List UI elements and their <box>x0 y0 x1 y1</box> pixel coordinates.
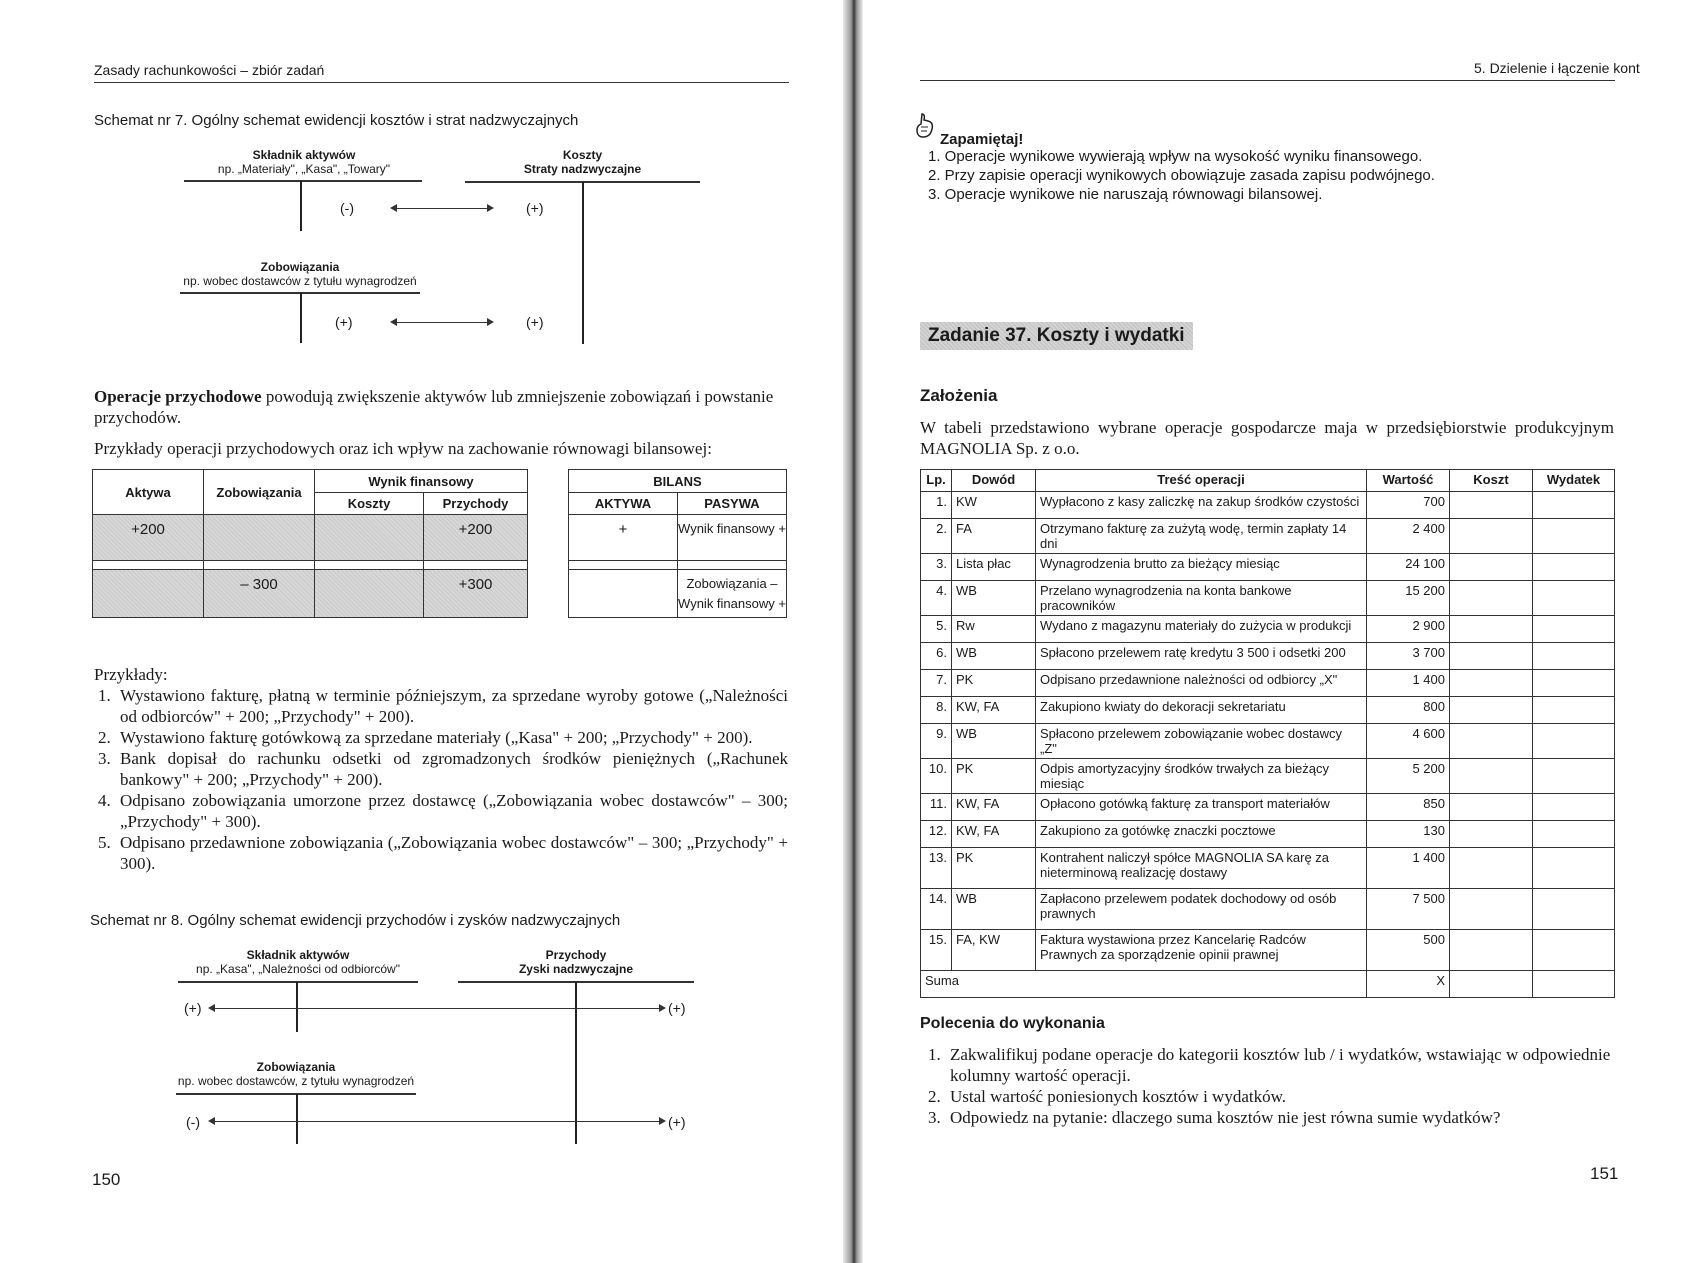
bilans-table <box>568 469 787 618</box>
schema7-plus-2: (+) <box>335 314 353 330</box>
command-text: Ustal wartość poniesionych kosztów i wydatków. <box>950 1087 1287 1106</box>
t1-spacer-3 <box>315 561 424 570</box>
remember-item: 3. Operacje wynikowe nie naruszają równowagi bilansowej. <box>928 186 1323 203</box>
command-num: 2. <box>928 1087 941 1106</box>
example-text: Odpisano zobowiązania umorzone przez dostawcę („Zobowiązania wobec dostawców" – 300; „Przychody" + 300). <box>120 791 788 831</box>
cell-lp: 5. <box>921 616 952 643</box>
cell-koszt[interactable] <box>1450 794 1533 821</box>
example-text: Bank dopisał do rachunku odsetki od zgromadzonych środków pieniężnych („Rachunek bankowy" + 200; „Przychody" + 200). <box>120 749 788 789</box>
cell-tresc: Opłacono gotówką fakturę za transport materiałów <box>1036 794 1367 821</box>
cell-wydatek[interactable] <box>1533 821 1615 848</box>
command-text: Zakwalifikuj podane operacje do kategorii kosztów lub / i wydatków, wstawiając w odpowiednie kolumny wartość operacji. <box>950 1045 1611 1085</box>
results-table <box>92 469 528 618</box>
cell-koszt[interactable] <box>1450 554 1533 581</box>
cell-tresc: Wynagrodzenia brutto za bieżący miesiąc <box>1036 554 1367 581</box>
bilans-aktywa: AKTYWA <box>569 493 678 515</box>
cell-dowod: WB <box>952 724 1036 759</box>
schema8-title: Schemat nr 8. Ogólny schemat ewidencji przychodów i zysków nadzwyczajnych <box>90 912 621 929</box>
cell-wartosc: 500 <box>1367 930 1450 971</box>
right-page-number: 151 <box>1590 1164 1619 1183</box>
cell-tresc: Faktura wystawiona przez Kancelarię Radców Prawnych za sporządzenie opinii prawnej <box>1036 930 1367 971</box>
example-num: 3. <box>98 749 111 768</box>
cell-wartosc: 2 400 <box>1367 519 1450 554</box>
examples-list <box>98 685 788 874</box>
th-wynik: Wynik finansowy <box>315 470 528 493</box>
cell-lp: 2. <box>921 519 952 554</box>
table-row <box>921 616 1615 643</box>
schema7-acc2-sub: Straty nadzwyczajne <box>523 162 642 176</box>
schema7-acc1-stem <box>300 181 302 231</box>
table-row <box>921 643 1615 670</box>
cell-wydatek[interactable] <box>1533 519 1615 554</box>
table-row <box>921 848 1615 889</box>
th-przychody: Przychody <box>424 493 528 515</box>
cell-dowod: PK <box>952 848 1036 889</box>
cell-wydatek[interactable] <box>1533 889 1615 930</box>
schema8-acc1-sub: np. „Kasa", „Należności od odbiorców" <box>196 962 400 976</box>
table-row <box>921 697 1615 724</box>
cell-wartosc: 800 <box>1367 697 1450 724</box>
left-page-number: 150 <box>92 1170 121 1189</box>
cell-tresc: Wypłacono z kasy zaliczkę na zakup środków czystości <box>1036 492 1367 519</box>
cell-lp: 1. <box>921 492 952 519</box>
cell-koszt[interactable] <box>1450 616 1533 643</box>
t1-spacer-4 <box>424 561 528 570</box>
table-row <box>921 930 1615 971</box>
cell-wydatek[interactable] <box>1533 724 1615 759</box>
table-row <box>921 724 1615 759</box>
bilans-r2-right-1: Zobowiązania – <box>686 575 778 591</box>
schema7-arrow-1 <box>396 208 488 209</box>
th-aktywa: Aktywa <box>93 470 204 515</box>
t1-r1-koszty <box>315 515 424 561</box>
cell-koszt[interactable] <box>1450 581 1533 616</box>
bilans-r2-left <box>569 570 678 618</box>
cell-koszt[interactable] <box>1450 724 1533 759</box>
cell-lp: 6. <box>921 643 952 670</box>
assumptions-text: W tabeli przedstawiono wybrane operacje gospodarcze maja w przedsiębiorstwie produkcyjnym MAGNOLIA Sp. z o.o. <box>920 418 1614 458</box>
schema7-acc2-stem <box>582 182 584 344</box>
th-tresc: Treść operacji <box>1036 470 1367 492</box>
bilans-spacer-2 <box>678 561 787 570</box>
cell-wartosc: 700 <box>1367 492 1450 519</box>
schema7-acc2-title: Koszty <box>562 148 603 162</box>
operations-table <box>920 469 1615 998</box>
cell-dowod: KW, FA <box>952 821 1036 848</box>
cell-lp: 8. <box>921 697 952 724</box>
remember-list <box>928 147 1435 204</box>
table-row <box>921 554 1615 581</box>
schema7-acc3-sub: np. wobec dostawców z tytułu wynagrodzeń <box>183 274 417 288</box>
cell-tresc: Odpis amortyzacyjny środków trwałych za bieżący miesiąc <box>1036 759 1367 794</box>
cell-wydatek[interactable] <box>1533 492 1615 519</box>
schema8-acc1-top <box>178 981 418 983</box>
cell-wartosc: 24 100 <box>1367 554 1450 581</box>
table-row <box>921 670 1615 697</box>
th-lp: Lp. <box>921 470 952 492</box>
example-num: 4. <box>98 791 111 810</box>
cell-dowod: PK <box>952 670 1036 697</box>
table-row <box>921 581 1615 616</box>
table-row <box>921 821 1615 848</box>
schema7-minus-1: (-) <box>340 200 354 216</box>
t1-r1-aktywa: +200 <box>93 515 204 561</box>
table-row <box>921 759 1615 794</box>
cell-wydatek[interactable] <box>1533 697 1615 724</box>
example-item <box>98 790 788 832</box>
remember-item: 2. Przy zapisie operacji wynikowych obowiązuje zasada zapisu podwójnego. <box>928 167 1435 184</box>
cell-tresc: Spłacono przelewem zobowiązanie wobec dostawcy „Z" <box>1036 724 1367 759</box>
cell-dowod: WB <box>952 581 1036 616</box>
cell-koszt[interactable] <box>1450 697 1533 724</box>
t1-r2-zobow: – 300 <box>204 570 315 618</box>
schema8-acc3-sub: np. wobec dostawców, z tytułu wynagrodzeń <box>177 1074 415 1088</box>
task-title: Zadanie 37. Koszty i wydatki <box>920 322 1193 350</box>
right-header-rule <box>920 80 1615 81</box>
th-dowod: Dowód <box>952 470 1036 492</box>
schema7-acc3-stem <box>300 293 302 343</box>
cell-dowod: WB <box>952 643 1036 670</box>
schema8-arrow-1 <box>214 1008 660 1009</box>
t1-r1-zobow <box>204 515 315 561</box>
commands-title: Polecenia do wykonania <box>920 1015 1105 1032</box>
cell-lp: 11. <box>921 794 952 821</box>
th-wydatek: Wydatek <box>1533 470 1615 492</box>
cell-koszt[interactable] <box>1450 930 1533 971</box>
sum-koszt[interactable] <box>1450 971 1533 998</box>
cell-dowod: WB <box>952 889 1036 930</box>
cell-lp: 15. <box>921 930 952 971</box>
remember-title: Zapamiętaj! <box>940 131 1024 148</box>
schema7-plus-3: (+) <box>526 314 544 330</box>
cell-dowod: KW <box>952 492 1036 519</box>
sum-wydatek[interactable] <box>1533 971 1615 998</box>
commands-list <box>928 1044 1616 1128</box>
example-item <box>98 685 788 727</box>
cell-dowod: PK <box>952 759 1036 794</box>
cell-dowod: Rw <box>952 616 1036 643</box>
schema7-acc1-sub: np. „Materiały", „Kasa", „Towary" <box>217 162 391 176</box>
command-num: 1. <box>928 1045 941 1064</box>
cell-dowod: KW, FA <box>952 794 1036 821</box>
cell-lp: 7. <box>921 670 952 697</box>
cell-wartosc: 7 500 <box>1367 889 1450 930</box>
cell-lp: 9. <box>921 724 952 759</box>
cell-wydatek[interactable] <box>1533 643 1615 670</box>
command-item <box>928 1086 1616 1107</box>
command-item <box>928 1107 1616 1128</box>
cell-wydatek[interactable] <box>1533 616 1615 643</box>
cell-wartosc: 130 <box>1367 821 1450 848</box>
t1-r2-aktywa <box>93 570 204 618</box>
cell-wartosc: 2 900 <box>1367 616 1450 643</box>
schema8-acc2-stem <box>575 982 577 1144</box>
cell-wartosc: 1 400 <box>1367 848 1450 889</box>
t1-spacer-1 <box>93 561 204 570</box>
example-text: Wystawiono fakturę gotówkową za sprzedane materiały („Kasa" + 200; „Przychody" + 200). <box>120 728 753 747</box>
schema7-acc1-title: Składnik aktywów <box>252 148 356 162</box>
th-koszty: Koszty <box>315 493 424 515</box>
command-item <box>928 1044 1616 1086</box>
cell-tresc: Kontrahent naliczył spółce MAGNOLIA SA karę za nieterminową realizację dostawy <box>1036 848 1367 889</box>
cell-wartosc: 15 200 <box>1367 581 1450 616</box>
table-row <box>921 794 1615 821</box>
cell-lp: 13. <box>921 848 952 889</box>
th-zobowiazania: Zobowiązania <box>204 470 315 515</box>
cell-tresc: Otrzymano fakturę za zużytą wodę, termin zapłaty 14 dni <box>1036 519 1367 554</box>
schema8-acc3-title: Zobowiązania <box>256 1060 336 1074</box>
cell-tresc: Zapłacono przelewem podatek dochodowy od osób prawnych <box>1036 889 1367 930</box>
example-text: Wystawiono fakturę, płatną w terminie późniejszym, za sprzedane wyroby gotowe („Należności od odbiorców" + 200; „Przychody" + 200). <box>120 686 788 726</box>
para-operations-bold: Operacje przychodowe <box>94 387 262 406</box>
example-item <box>98 832 788 874</box>
schema8-acc2-sub: Zyski nadzwyczajne <box>518 962 634 976</box>
t1-r1-przychody: +200 <box>424 515 528 561</box>
th-koszt: Koszt <box>1450 470 1533 492</box>
schema8-acc3-stem <box>296 1094 298 1144</box>
cell-wydatek[interactable] <box>1533 930 1615 971</box>
cell-wydatek[interactable] <box>1533 670 1615 697</box>
cell-wartosc: 4 600 <box>1367 724 1450 759</box>
pointing-hand-icon <box>914 112 936 140</box>
bilans-r1-left: + <box>569 515 678 561</box>
cell-wartosc: 3 700 <box>1367 643 1450 670</box>
examples-title: Przykłady: <box>94 665 168 684</box>
cell-wartosc: 850 <box>1367 794 1450 821</box>
schema8-plus-right-1: (+) <box>668 1000 686 1016</box>
bilans-title: BILANS <box>569 470 787 493</box>
cell-dowod: KW, FA <box>952 697 1036 724</box>
cell-koszt[interactable] <box>1450 759 1533 794</box>
cell-koszt[interactable] <box>1450 889 1533 930</box>
example-num: 5. <box>98 833 111 852</box>
table-row <box>921 492 1615 519</box>
cell-wydatek[interactable] <box>1533 581 1615 616</box>
cell-wydatek[interactable] <box>1533 759 1615 794</box>
schema8-acc1-stem <box>296 982 298 1032</box>
schema7-acc3-title: Zobowiązania <box>260 260 340 274</box>
cell-lp: 14. <box>921 889 952 930</box>
t1-r2-koszty <box>315 570 424 618</box>
cell-koszt[interactable] <box>1450 519 1533 554</box>
cell-dowod: FA, KW <box>952 930 1036 971</box>
bilans-pasywa: PASYWA <box>678 493 787 515</box>
schema7-acc1-top <box>184 180 422 182</box>
table-row <box>921 519 1615 554</box>
cell-lp: 4. <box>921 581 952 616</box>
bilans-r1-right: Wynik finansowy + <box>678 515 787 561</box>
cell-wydatek[interactable] <box>1533 554 1615 581</box>
para-operations <box>94 386 790 428</box>
schema8-acc1-title: Składnik aktywów <box>246 948 350 962</box>
left-header-rule <box>94 82 789 83</box>
sum-row <box>921 971 1615 998</box>
schema8-minus-left: (-) <box>186 1114 200 1130</box>
command-text: Odpowiedz na pytanie: dlaczego suma kosztów nie jest równa sumie wydatków? <box>950 1108 1501 1127</box>
schema8-plus-right-2: (+) <box>668 1114 686 1130</box>
t1-r2-przychody: +300 <box>424 570 528 618</box>
cell-lp: 12. <box>921 821 952 848</box>
schema8-plus-left-1: (+) <box>184 1000 202 1016</box>
cell-dowod: FA <box>952 519 1036 554</box>
cell-koszt[interactable] <box>1450 643 1533 670</box>
right-running-header: 5. Dzielenie i łączenie kont <box>1474 60 1640 76</box>
cell-wartosc: 1 400 <box>1367 670 1450 697</box>
assumptions-title: Założenia <box>920 386 998 405</box>
schema7-arrow-2 <box>396 322 488 323</box>
example-item <box>98 748 788 790</box>
cell-wydatek[interactable] <box>1533 794 1615 821</box>
sum-label: Suma <box>921 971 1367 998</box>
t1-spacer-2 <box>204 561 315 570</box>
cell-tresc: Zakupiono kwiaty do dekoracji sekretariatu <box>1036 697 1367 724</box>
cell-tresc: Odpisano przedawnione należności od odbiorcy „X" <box>1036 670 1367 697</box>
schema7-title: Schemat nr 7. Ogólny schemat ewidencji kosztów i strat nadzwyczajnych <box>94 112 579 129</box>
cell-koszt[interactable] <box>1450 848 1533 889</box>
table-row <box>921 889 1615 930</box>
example-text: Odpisano przedawnione zobowiązania („Zobowiązania wobec dostawców" – 300; „Przychody" + 300). <box>120 833 788 873</box>
cell-koszt[interactable] <box>1450 670 1533 697</box>
schema8-acc2-title: Przychody <box>545 948 607 962</box>
para-operations-rest: powodują zwiększenie aktywów lub zmniejszenie zobowiązań i powstanie przychodów. <box>94 387 774 427</box>
bilans-spacer-1 <box>569 561 678 570</box>
th-wartosc: Wartość <box>1367 470 1450 492</box>
example-item <box>98 727 788 748</box>
example-num: 2. <box>98 728 111 747</box>
cell-dowod: Lista płac <box>952 554 1036 581</box>
cell-lp: 10. <box>921 759 952 794</box>
cell-tresc: Przelano wynagrodzenia na konta bankowe pracowników <box>1036 581 1367 616</box>
bilans-r2-right-2: Wynik finansowy + <box>678 595 786 611</box>
remember-item: 1. Operacje wynikowe wywierają wpływ na wysokość wyniku finansowego. <box>928 148 1423 165</box>
cell-koszt[interactable] <box>1450 492 1533 519</box>
sum-value: X <box>1367 971 1450 998</box>
command-num: 3. <box>928 1108 941 1127</box>
bilans-r2-right <box>678 570 787 618</box>
example-num: 1. <box>98 686 111 705</box>
schema7-plus-1: (+) <box>526 200 544 216</box>
cell-tresc: Spłacono przelewem ratę kredytu 3 500 i odsetki 200 <box>1036 643 1367 670</box>
cell-lp: 3. <box>921 554 952 581</box>
cell-tresc: Zakupiono za gotówkę znaczki pocztowe <box>1036 821 1367 848</box>
book-gutter <box>843 0 863 1263</box>
schema8-arrow-2 <box>214 1121 660 1122</box>
cell-koszt[interactable] <box>1450 821 1533 848</box>
cell-tresc: Wydano z magazynu materiały do zużycia w produkcji <box>1036 616 1367 643</box>
cell-wartosc: 5 200 <box>1367 759 1450 794</box>
cell-wydatek[interactable] <box>1533 848 1615 889</box>
left-running-header: Zasady rachunkowości – zbiór zadań <box>94 62 325 78</box>
para-examples-intro: Przykłady operacji przychodowych oraz ich wpływ na zachowanie równowagi bilansowej: <box>94 439 712 458</box>
